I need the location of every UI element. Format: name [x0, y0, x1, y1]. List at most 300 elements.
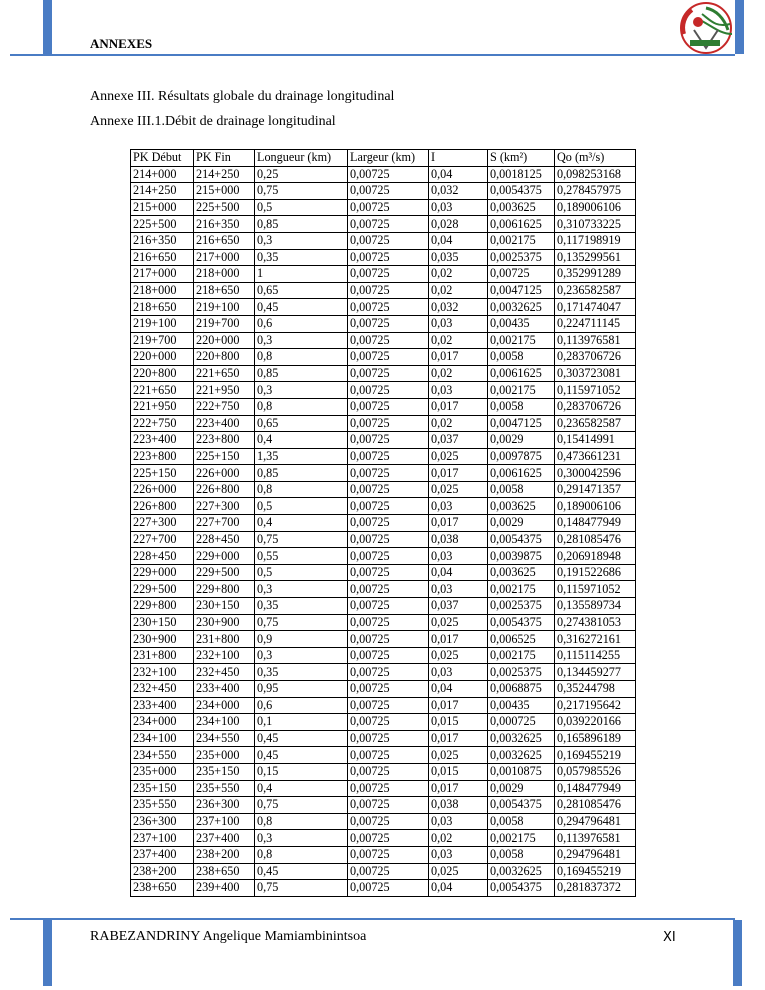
- cell-longueur: 0,8: [255, 846, 348, 863]
- cell-s: 0,0047125: [488, 282, 555, 299]
- cell-pk-debut: 217+000: [131, 266, 194, 283]
- cell-pk-debut: 229+000: [131, 564, 194, 581]
- cell-pk-debut: 223+800: [131, 448, 194, 465]
- cell-pk-fin: 230+900: [194, 614, 255, 631]
- cell-pk-debut: 215+000: [131, 199, 194, 216]
- cell-largeur: 0,00725: [348, 863, 429, 880]
- cell-largeur: 0,00725: [348, 332, 429, 349]
- cell-pk-debut: 218+650: [131, 299, 194, 316]
- cell-s: 0,0047125: [488, 415, 555, 432]
- cell-s: 0,0061625: [488, 365, 555, 382]
- cell-s: 0,0029: [488, 515, 555, 532]
- cell-pk-fin: 234+550: [194, 730, 255, 747]
- cell-pk-debut: 232+100: [131, 664, 194, 681]
- cell-largeur: 0,00725: [348, 730, 429, 747]
- table-row: [131, 199, 636, 216]
- table-row: [131, 714, 636, 731]
- cell-largeur: 0,00725: [348, 498, 429, 515]
- col-i: I: [429, 150, 488, 167]
- cell-qo: 0,171474047: [555, 299, 636, 316]
- cell-i: 0,03: [429, 581, 488, 598]
- cell-i: 0,032: [429, 299, 488, 316]
- cell-qo: 0,473661231: [555, 448, 636, 465]
- cell-longueur: 0,3: [255, 581, 348, 598]
- table-row: [131, 813, 636, 830]
- cell-i: 0,017: [429, 465, 488, 482]
- cell-largeur: 0,00725: [348, 448, 429, 465]
- cell-largeur: 0,00725: [348, 880, 429, 897]
- cell-i: 0,025: [429, 448, 488, 465]
- table-row: [131, 697, 636, 714]
- cell-s: 0,0058: [488, 349, 555, 366]
- cell-s: 0,00435: [488, 315, 555, 332]
- cell-s: 0,002175: [488, 581, 555, 598]
- cell-s: 0,006525: [488, 631, 555, 648]
- cell-largeur: 0,00725: [348, 564, 429, 581]
- table-row: [131, 299, 636, 316]
- cell-longueur: 0,45: [255, 863, 348, 880]
- cell-qo: 0,206918948: [555, 548, 636, 565]
- cell-largeur: 0,00725: [348, 797, 429, 814]
- cell-pk-debut: 216+350: [131, 232, 194, 249]
- cell-largeur: 0,00725: [348, 664, 429, 681]
- cell-pk-fin: 226+000: [194, 465, 255, 482]
- cell-largeur: 0,00725: [348, 199, 429, 216]
- cell-qo: 0,35244798: [555, 681, 636, 698]
- cell-largeur: 0,00725: [348, 515, 429, 532]
- cell-s: 0,0032625: [488, 299, 555, 316]
- table-row: [131, 797, 636, 814]
- cell-longueur: 0,4: [255, 515, 348, 532]
- cell-pk-fin: 227+300: [194, 498, 255, 515]
- cell-i: 0,03: [429, 846, 488, 863]
- cell-pk-debut: 218+000: [131, 282, 194, 299]
- cell-pk-fin: 229+800: [194, 581, 255, 598]
- cell-pk-debut: 230+900: [131, 631, 194, 648]
- table-row: [131, 614, 636, 631]
- col-pk-fin: PK Fin: [194, 150, 255, 167]
- cell-i: 0,04: [429, 564, 488, 581]
- cell-largeur: 0,00725: [348, 465, 429, 482]
- cell-qo: 0,165896189: [555, 730, 636, 747]
- cell-i: 0,025: [429, 863, 488, 880]
- cell-i: 0,04: [429, 232, 488, 249]
- cell-pk-fin: 216+650: [194, 232, 255, 249]
- cell-qo: 0,236582587: [555, 282, 636, 299]
- cell-i: 0,04: [429, 681, 488, 698]
- cell-longueur: 0,8: [255, 813, 348, 830]
- cell-pk-fin: 234+000: [194, 697, 255, 714]
- cell-largeur: 0,00725: [348, 299, 429, 316]
- table-row: [131, 382, 636, 399]
- cell-s: 0,0058: [488, 481, 555, 498]
- cell-i: 0,037: [429, 432, 488, 449]
- cell-i: 0,025: [429, 747, 488, 764]
- cell-i: 0,025: [429, 481, 488, 498]
- table-header-row: [131, 150, 636, 167]
- cell-pk-fin: 239+400: [194, 880, 255, 897]
- cell-pk-fin: 228+450: [194, 531, 255, 548]
- table-row: [131, 880, 636, 897]
- cell-qo: 0,057985526: [555, 763, 636, 780]
- cell-pk-debut: 223+400: [131, 432, 194, 449]
- cell-s: 0,0054375: [488, 797, 555, 814]
- table-row: [131, 664, 636, 681]
- cell-qo: 0,291471357: [555, 481, 636, 498]
- table-row: [131, 564, 636, 581]
- cell-longueur: 1: [255, 266, 348, 283]
- cell-largeur: 0,00725: [348, 681, 429, 698]
- cell-s: 0,0061625: [488, 465, 555, 482]
- cell-s: 0,0068875: [488, 681, 555, 698]
- cell-pk-fin: 218+000: [194, 266, 255, 283]
- page-number: XI: [663, 930, 676, 945]
- cell-largeur: 0,00725: [348, 282, 429, 299]
- cell-longueur: 0,8: [255, 398, 348, 415]
- cell-largeur: 0,00725: [348, 382, 429, 399]
- cell-pk-debut: 235+000: [131, 763, 194, 780]
- cell-i: 0,025: [429, 647, 488, 664]
- cell-largeur: 0,00725: [348, 349, 429, 366]
- cell-largeur: 0,00725: [348, 697, 429, 714]
- cell-i: 0,038: [429, 531, 488, 548]
- cell-qo: 0,113976581: [555, 830, 636, 847]
- cell-i: 0,02: [429, 415, 488, 432]
- footer-right-bar: [733, 920, 742, 986]
- cell-pk-debut: 234+000: [131, 714, 194, 731]
- cell-pk-debut: 226+000: [131, 481, 194, 498]
- cell-i: 0,03: [429, 498, 488, 515]
- cell-qo: 0,113976581: [555, 332, 636, 349]
- cell-largeur: 0,00725: [348, 365, 429, 382]
- cell-i: 0,028: [429, 216, 488, 233]
- university-logo: [672, 0, 742, 56]
- cell-s: 0,0061625: [488, 216, 555, 233]
- cell-longueur: 0,35: [255, 249, 348, 266]
- table-row: [131, 481, 636, 498]
- cell-pk-fin: 219+100: [194, 299, 255, 316]
- cell-largeur: 0,00725: [348, 598, 429, 615]
- cell-pk-fin: 217+000: [194, 249, 255, 266]
- cell-largeur: 0,00725: [348, 432, 429, 449]
- table-row: [131, 166, 636, 183]
- cell-largeur: 0,00725: [348, 631, 429, 648]
- cell-s: 0,002175: [488, 830, 555, 847]
- cell-qo: 0,283706726: [555, 398, 636, 415]
- cell-longueur: 0,75: [255, 531, 348, 548]
- table-row: [131, 315, 636, 332]
- cell-longueur: 0,45: [255, 299, 348, 316]
- cell-pk-debut: 219+700: [131, 332, 194, 349]
- cell-pk-debut: 227+300: [131, 515, 194, 532]
- cell-largeur: 0,00725: [348, 531, 429, 548]
- cell-pk-debut: 231+800: [131, 647, 194, 664]
- table-row: [131, 846, 636, 863]
- cell-pk-debut: 237+400: [131, 846, 194, 863]
- cell-pk-debut: 220+000: [131, 349, 194, 366]
- cell-qo: 0,294796481: [555, 813, 636, 830]
- cell-s: 0,0039875: [488, 548, 555, 565]
- cell-i: 0,03: [429, 315, 488, 332]
- cell-i: 0,02: [429, 332, 488, 349]
- cell-pk-debut: 228+450: [131, 548, 194, 565]
- cell-qo: 0,115971052: [555, 581, 636, 598]
- cell-pk-fin: 229+500: [194, 564, 255, 581]
- cell-pk-debut: 214+000: [131, 166, 194, 183]
- cell-longueur: 0,5: [255, 564, 348, 581]
- cell-qo: 0,217195642: [555, 697, 636, 714]
- cell-pk-fin: 214+250: [194, 166, 255, 183]
- cell-i: 0,03: [429, 382, 488, 399]
- cell-largeur: 0,00725: [348, 714, 429, 731]
- cell-s: 0,0032625: [488, 747, 555, 764]
- cell-pk-debut: 220+800: [131, 365, 194, 382]
- cell-longueur: 0,85: [255, 465, 348, 482]
- cell-pk-debut: 221+950: [131, 398, 194, 415]
- cell-longueur: 0,85: [255, 365, 348, 382]
- cell-largeur: 0,00725: [348, 581, 429, 598]
- table-row: [131, 548, 636, 565]
- cell-longueur: 0,85: [255, 216, 348, 233]
- cell-largeur: 0,00725: [348, 249, 429, 266]
- cell-qo: 0,115114255: [555, 647, 636, 664]
- col-pk-debut: PK Début: [131, 150, 194, 167]
- table-row: [131, 681, 636, 698]
- cell-s: 0,0054375: [488, 531, 555, 548]
- cell-s: 0,002175: [488, 647, 555, 664]
- footer-author: RABEZANDRINY Angelique Mamiambinintsoa: [90, 929, 367, 944]
- cell-qo: 0,148477949: [555, 780, 636, 797]
- cell-largeur: 0,00725: [348, 647, 429, 664]
- cell-qo: 0,134459277: [555, 664, 636, 681]
- cell-s: 0,0032625: [488, 730, 555, 747]
- cell-s: 0,0032625: [488, 863, 555, 880]
- table-row: [131, 465, 636, 482]
- cell-qo: 0,189006106: [555, 199, 636, 216]
- cell-s: 0,000725: [488, 714, 555, 731]
- cell-qo: 0,283706726: [555, 349, 636, 366]
- table-row: [131, 763, 636, 780]
- cell-i: 0,015: [429, 714, 488, 731]
- cell-i: 0,04: [429, 166, 488, 183]
- cell-qo: 0,117198919: [555, 232, 636, 249]
- cell-longueur: 0,35: [255, 664, 348, 681]
- cell-pk-fin: 236+300: [194, 797, 255, 814]
- cell-longueur: 0,8: [255, 349, 348, 366]
- header-title: ANNEXES: [90, 36, 153, 51]
- cell-longueur: 1,35: [255, 448, 348, 465]
- cell-i: 0,03: [429, 548, 488, 565]
- cell-longueur: 0,5: [255, 199, 348, 216]
- cell-qo: 0,281837372: [555, 880, 636, 897]
- cell-pk-fin: 230+150: [194, 598, 255, 615]
- cell-s: 0,0025375: [488, 249, 555, 266]
- cell-s: 0,003625: [488, 564, 555, 581]
- cell-pk-debut: 226+800: [131, 498, 194, 515]
- cell-qo: 0,135589734: [555, 598, 636, 615]
- cell-i: 0,017: [429, 515, 488, 532]
- cell-pk-fin: 216+350: [194, 216, 255, 233]
- cell-qo: 0,169455219: [555, 747, 636, 764]
- cell-longueur: 0,35: [255, 598, 348, 615]
- cell-qo: 0,15414991: [555, 432, 636, 449]
- cell-s: 0,0025375: [488, 664, 555, 681]
- cell-longueur: 0,65: [255, 415, 348, 432]
- cell-pk-fin: 219+700: [194, 315, 255, 332]
- table-row: [131, 282, 636, 299]
- cell-pk-debut: 238+650: [131, 880, 194, 897]
- cell-qo: 0,303723081: [555, 365, 636, 382]
- table-row: [131, 448, 636, 465]
- cell-i: 0,03: [429, 199, 488, 216]
- cell-pk-fin: 235+550: [194, 780, 255, 797]
- cell-i: 0,04: [429, 880, 488, 897]
- cell-longueur: 0,95: [255, 681, 348, 698]
- cell-qo: 0,191522686: [555, 564, 636, 581]
- cell-pk-debut: 222+750: [131, 415, 194, 432]
- cell-longueur: 0,75: [255, 880, 348, 897]
- cell-pk-debut: 235+150: [131, 780, 194, 797]
- cell-pk-fin: 238+200: [194, 846, 255, 863]
- cell-longueur: 0,3: [255, 382, 348, 399]
- table-row: [131, 515, 636, 532]
- cell-largeur: 0,00725: [348, 216, 429, 233]
- annex-heading: Annexe III. Résultats globale du drainage longitudinal: [90, 89, 395, 104]
- cell-pk-debut: 216+650: [131, 249, 194, 266]
- table-row: [131, 747, 636, 764]
- cell-pk-debut: 232+450: [131, 681, 194, 698]
- table-row: [131, 349, 636, 366]
- table-row: [131, 647, 636, 664]
- cell-s: 0,00435: [488, 697, 555, 714]
- cell-pk-debut: 237+100: [131, 830, 194, 847]
- cell-s: 0,0025375: [488, 598, 555, 615]
- cell-pk-fin: 225+500: [194, 199, 255, 216]
- cell-qo: 0,224711145: [555, 315, 636, 332]
- cell-pk-fin: 221+650: [194, 365, 255, 382]
- cell-longueur: 0,3: [255, 647, 348, 664]
- cell-qo: 0,274381053: [555, 614, 636, 631]
- cell-i: 0,037: [429, 598, 488, 615]
- cell-largeur: 0,00725: [348, 266, 429, 283]
- table-row: [131, 780, 636, 797]
- cell-s: 0,0010875: [488, 763, 555, 780]
- cell-pk-fin: 232+100: [194, 647, 255, 664]
- cell-i: 0,017: [429, 631, 488, 648]
- cell-qo: 0,236582587: [555, 415, 636, 432]
- table-row: [131, 432, 636, 449]
- table-row: [131, 415, 636, 432]
- table-row: [131, 183, 636, 200]
- cell-pk-debut: 236+300: [131, 813, 194, 830]
- cell-qo: 0,352991289: [555, 266, 636, 283]
- cell-qo: 0,316272161: [555, 631, 636, 648]
- cell-longueur: 0,3: [255, 830, 348, 847]
- cell-longueur: 0,9: [255, 631, 348, 648]
- cell-largeur: 0,00725: [348, 780, 429, 797]
- table-row: [131, 266, 636, 283]
- cell-largeur: 0,00725: [348, 548, 429, 565]
- cell-largeur: 0,00725: [348, 232, 429, 249]
- cell-qo: 0,281085476: [555, 531, 636, 548]
- cell-largeur: 0,00725: [348, 183, 429, 200]
- cell-s: 0,0029: [488, 432, 555, 449]
- cell-largeur: 0,00725: [348, 813, 429, 830]
- table-row: [131, 581, 636, 598]
- cell-longueur: 0,6: [255, 697, 348, 714]
- cell-qo: 0,189006106: [555, 498, 636, 515]
- cell-longueur: 0,75: [255, 614, 348, 631]
- cell-pk-fin: 215+000: [194, 183, 255, 200]
- cell-largeur: 0,00725: [348, 830, 429, 847]
- cell-s: 0,0054375: [488, 183, 555, 200]
- table-row: [131, 598, 636, 615]
- cell-i: 0,017: [429, 398, 488, 415]
- cell-s: 0,002175: [488, 232, 555, 249]
- cell-qo: 0,169455219: [555, 863, 636, 880]
- cell-s: 0,0097875: [488, 448, 555, 465]
- cell-qo: 0,135299561: [555, 249, 636, 266]
- table-row: [131, 232, 636, 249]
- cell-pk-debut: 230+150: [131, 614, 194, 631]
- cell-s: 0,0058: [488, 398, 555, 415]
- cell-qo: 0,310733225: [555, 216, 636, 233]
- cell-longueur: 0,4: [255, 432, 348, 449]
- cell-s: 0,0029: [488, 780, 555, 797]
- cell-longueur: 0,4: [255, 780, 348, 797]
- cell-i: 0,038: [429, 797, 488, 814]
- annex-subheading: Annexe III.1.Débit de drainage longitudinal: [90, 114, 336, 129]
- cell-pk-fin: 235+000: [194, 747, 255, 764]
- cell-largeur: 0,00725: [348, 315, 429, 332]
- cell-pk-fin: 223+800: [194, 432, 255, 449]
- cell-longueur: 0,55: [255, 548, 348, 565]
- cell-s: 0,0058: [488, 813, 555, 830]
- cell-longueur: 0,15: [255, 763, 348, 780]
- cell-s: 0,00725: [488, 266, 555, 283]
- cell-longueur: 0,3: [255, 332, 348, 349]
- cell-qo: 0,098253168: [555, 166, 636, 183]
- cell-s: 0,0018125: [488, 166, 555, 183]
- cell-i: 0,032: [429, 183, 488, 200]
- cell-pk-fin: 235+150: [194, 763, 255, 780]
- cell-i: 0,02: [429, 830, 488, 847]
- col-qo: Qo (m³/s): [555, 150, 636, 167]
- cell-s: 0,002175: [488, 382, 555, 399]
- cell-pk-fin: 234+100: [194, 714, 255, 731]
- cell-pk-debut: 219+100: [131, 315, 194, 332]
- cell-longueur: 0,6: [255, 315, 348, 332]
- cell-longueur: 0,75: [255, 183, 348, 200]
- cell-longueur: 0,3: [255, 232, 348, 249]
- cell-longueur: 0,25: [255, 166, 348, 183]
- cell-pk-fin: 220+800: [194, 349, 255, 366]
- cell-pk-fin: 223+400: [194, 415, 255, 432]
- cell-pk-fin: 237+100: [194, 813, 255, 830]
- cell-qo: 0,115971052: [555, 382, 636, 399]
- cell-qo: 0,039220166: [555, 714, 636, 731]
- cell-i: 0,017: [429, 349, 488, 366]
- cell-pk-debut: 225+150: [131, 465, 194, 482]
- cell-largeur: 0,00725: [348, 398, 429, 415]
- cell-longueur: 0,1: [255, 714, 348, 731]
- cell-longueur: 0,8: [255, 481, 348, 498]
- cell-i: 0,03: [429, 813, 488, 830]
- table-row: [131, 216, 636, 233]
- cell-qo: 0,278457975: [555, 183, 636, 200]
- cell-longueur: 0,45: [255, 747, 348, 764]
- drainage-table: [130, 149, 636, 897]
